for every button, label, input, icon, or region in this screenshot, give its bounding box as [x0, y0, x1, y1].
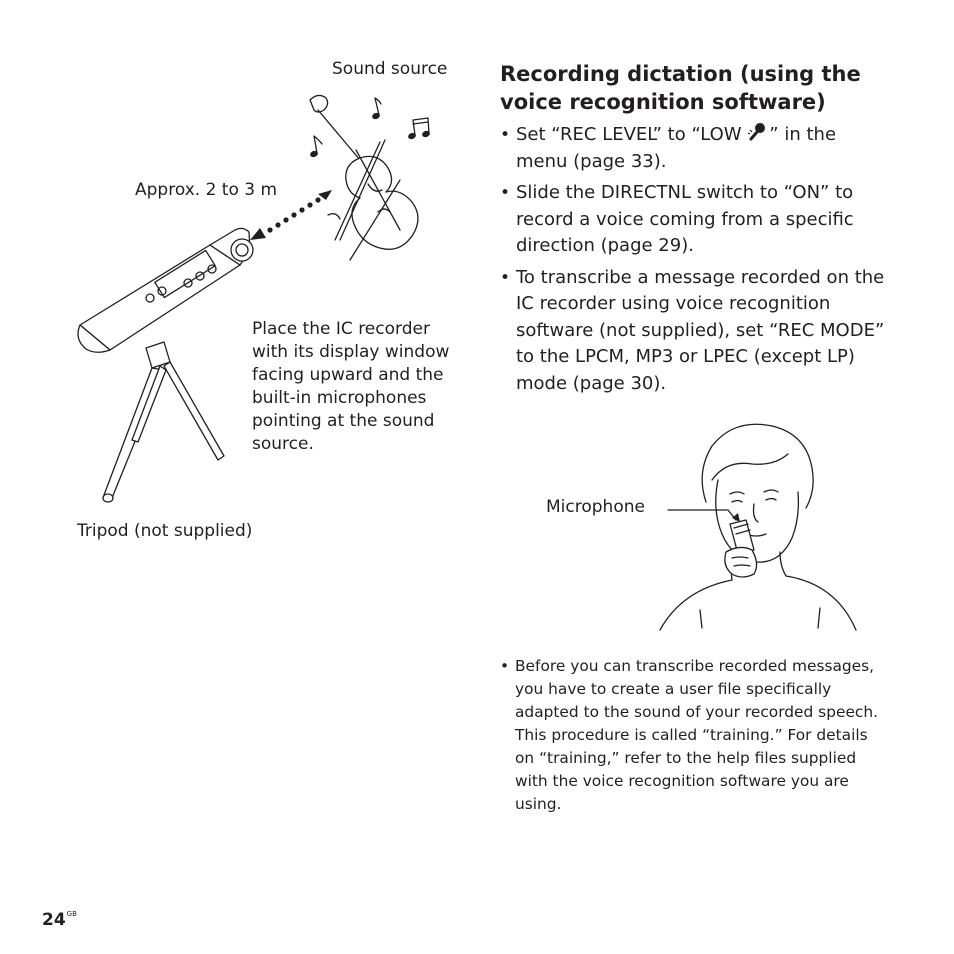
ic-recorder-icon — [78, 228, 253, 352]
bullet-1-text-after: ” in the menu (page 33). — [516, 124, 837, 172]
instruction-list — [500, 122, 890, 402]
microphone-label: Microphone — [546, 497, 645, 517]
voice-mic-icon — [747, 122, 769, 142]
tripod-label: Tripod (not supplied) — [77, 521, 253, 541]
handheld-recorder-icon — [725, 520, 757, 577]
placement-note: Place the IC recorder with its display window facing upward and the built-in microphones pointing at the sound source. — [252, 319, 450, 454]
person-with-microphone-illustration — [650, 420, 870, 635]
page-number-value: 24 — [42, 910, 66, 930]
microphone-pointer-arrow — [732, 513, 740, 522]
tripod-icon — [103, 342, 224, 502]
list-item: • Slide the DIRECTNL switch to “ON” to record a voice coming from a specific direction (page 29). — [500, 180, 890, 260]
microphone-pointer-line — [668, 510, 736, 520]
sound-source-label: Sound source — [332, 59, 448, 79]
list-item: • Before you can transcribe recorded messages, you have to create a user file specifically adapted to the sound of your recorded speech. This procedure is called “training.” For details on “training,” refer to the help files supplied with the voice recognition software you are using. — [500, 655, 890, 816]
bullet-1-text-before: Set “REC LEVEL” to “LOW — [516, 124, 748, 145]
training-note — [500, 655, 890, 816]
list-item — [500, 122, 890, 175]
music-notes-icon — [309, 98, 431, 158]
person-icon — [660, 424, 856, 630]
section-heading: Recording dictation (using the voice recognition software) — [500, 62, 861, 114]
list-item: • To transcribe a message recorded on the IC recorder using voice recognition software (not supplied), set “REC MODE” to the LPCM, MP3 or LPEC (except LP) mode (page 30). — [500, 265, 890, 398]
distance-label: Approx. 2 to 3 m — [135, 180, 278, 200]
violin-icon — [310, 95, 418, 260]
page-number — [42, 910, 77, 930]
page-number-suffix: GB — [66, 910, 77, 918]
